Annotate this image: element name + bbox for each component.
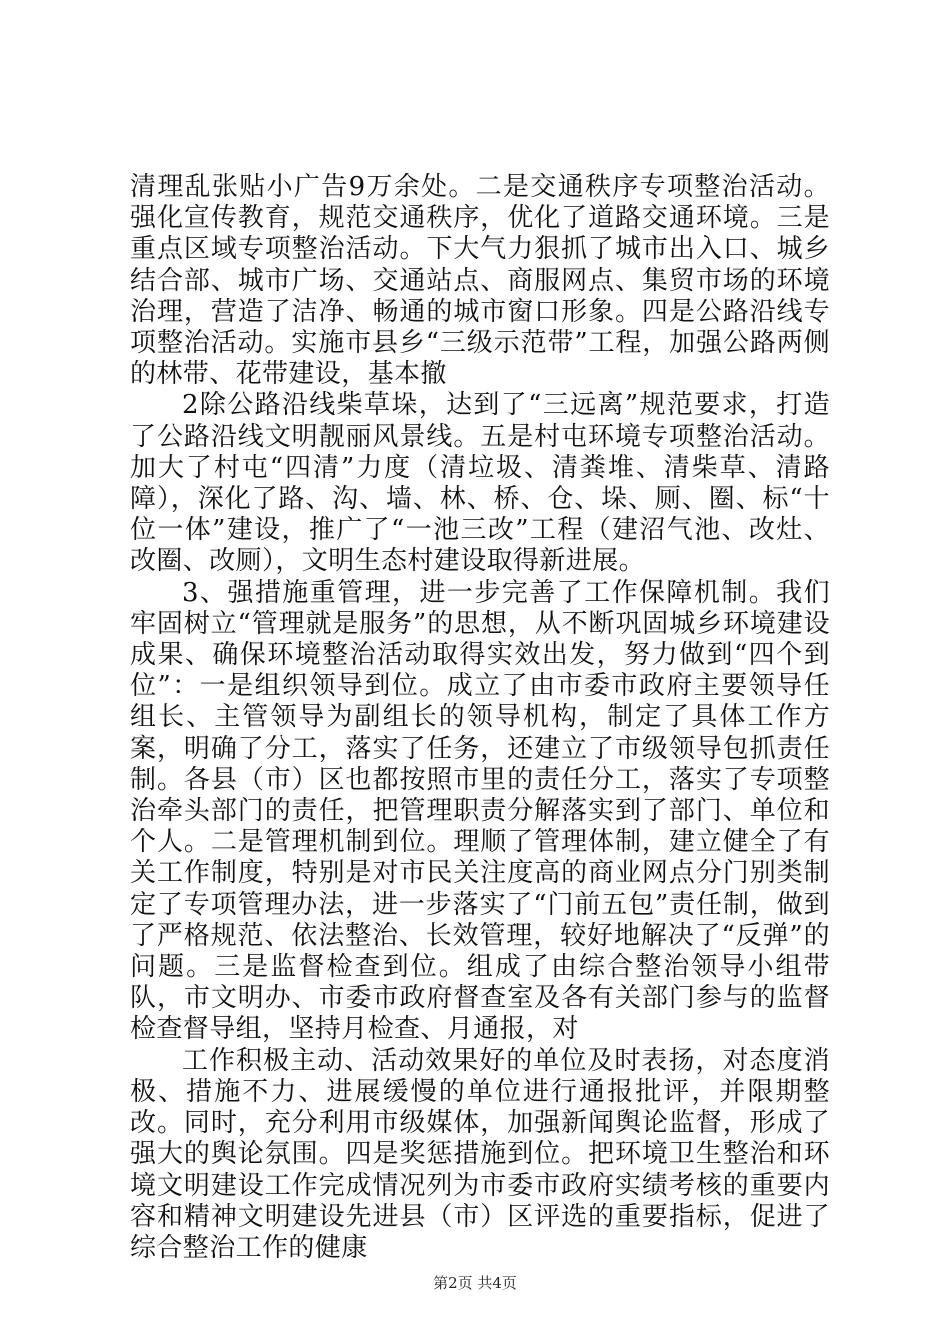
paragraph-4: 工作积极主动、活动效果好的单位及时表扬，对态度消极、措施不力、进展缓慢的单位进行通报批评，并限期整改。同时，充分利用市级媒体，加强新闻舆论监督，形成了强大的舆论氛围。四是奖惩措施到位。把环境卫生整治和环境文明建设工作完成情况列为市委市政府实绩考核的重要内容和精神文明建设先进县（市）区评选的重要指标，促进了综合整治工作的健康 [130, 1045, 830, 1263]
page-number-footer: 第2页 共4页 [433, 1274, 517, 1292]
paragraph-1: 清理乱张贴小广告9万余处。二是交通秩序专项整治活动。强化宣传教育，规范交通秩序，优化了道路交通环境。三是重点区域专项整治活动。下大气力狠抓了城市出入口、城乡结合部、城市广场、交通站点、商服网点、集贸市场的环境治理，营造了洁净、畅通的城市窗口形象。四是公路沿线专项整治活动。实施市县乡“三级示范带”工程，加强公路两侧的林带、花带建设，基本撤 [130, 172, 830, 390]
paragraph-2: 2除公路沿线柴草垛，达到了“三远离”规范要求，打造了公路沿线文明靓丽风景线。五是村屯环境专项整治活动。加大了村屯“四清”力度（清垃圾、清粪堆、清柴草、清路障），深化了路、沟、墙、林、桥、仓、垛、厕、圈、标“十位一体”建设，推广了“一池三改”工程（建沼气池、改灶、改圈、改厕），文明生态村建设取得新进展。 [130, 390, 830, 577]
document-body [130, 172, 830, 1264]
paragraph-3: 3、强措施重管理，进一步完善了工作保障机制。我们牢固树立“管理就是服务”的思想，从不断巩固城乡环境建设成果、确保环境整治活动取得实效出发，努力做到“四个到位”：一是组织领导到位。成立了由市委市政府主要领导任组长、主管领导为副组长的领导机构，制定了具体工作方案，明确了分工，落实了任务，还建立了市级领导包抓责任制。各县（市）区也都按照市里的责任分工，落实了专项整治牵头部门的责任，把管理职责分解落实到了部门、单位和个人。二是管理机制到位。理顺了管理体制，建立健全了有关工作制度，特别是对市民关注度高的商业网点分门别类制定了专项管理办法，进一步落实了“门前五包”责任制，做到了严格规范、依法整治、长效管理，较好地解决了“反弹”的问题。三是监督检查到位。组成了由综合整治领导小组带队，市文明办、市委市政府督查室及各有关部门参与的监督检查督导组，坚持月检查、月通报，对 [130, 577, 830, 1045]
